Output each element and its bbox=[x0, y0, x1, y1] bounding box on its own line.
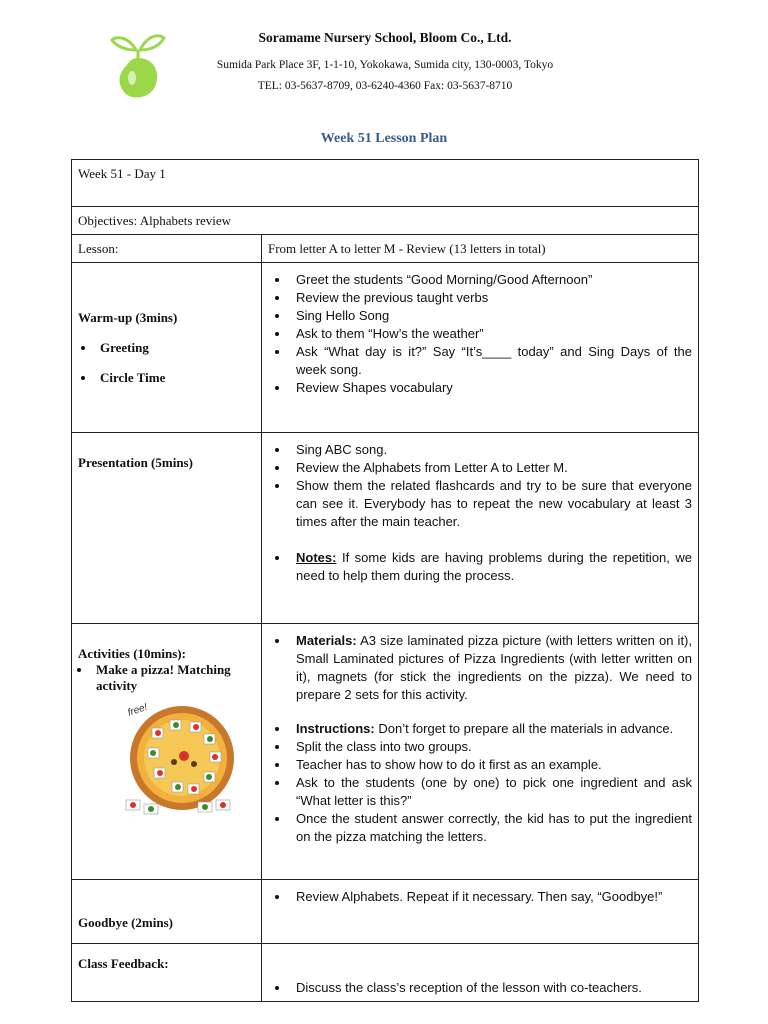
warmup-label-cell bbox=[72, 263, 262, 433]
activities-row bbox=[72, 624, 699, 880]
day-row bbox=[72, 160, 699, 207]
list-item: • Ask to them “How’s the weather” bbox=[290, 325, 692, 343]
list-item: • Discuss the class’s reception of the lesson with co-teachers. bbox=[290, 979, 692, 997]
list-item: • Review Shapes vocabulary bbox=[290, 379, 692, 397]
feedback-content bbox=[262, 944, 699, 1002]
lesson-row bbox=[72, 235, 699, 263]
list-item: • Sing ABC song. bbox=[290, 441, 692, 459]
list-item: • Once the student answer correctly, the kid has to put the ingredient on the pizza matching the letters. bbox=[290, 810, 692, 846]
list-item: • Review the previous taught verbs bbox=[290, 289, 692, 307]
list-item: • Review the Alphabets from Letter A to Letter M. bbox=[290, 459, 692, 477]
lesson-plan-table bbox=[71, 159, 699, 1002]
materials-item: • Materials: A3 size laminated pizza picture (with letters written on it), Small Laminated pictures of Pizza Ingredients (with letter written on it), magnets (for stick the ingredients on the pizza). We need to prepare 2 sets for this activity. bbox=[290, 632, 692, 704]
activities-sub: • Make a pizza! Matching activity bbox=[92, 662, 255, 694]
goodbye-content bbox=[262, 880, 699, 944]
presentation-row bbox=[72, 433, 699, 624]
pizza-image bbox=[124, 700, 236, 820]
page-title: Week 51 Lesson Plan bbox=[320, 131, 448, 146]
list-item: • Show them the related flashcards and try to be sure that everyone can see it. Everybody has to repeat the new vocabulary at least 3 times after the main teacher. bbox=[290, 477, 692, 531]
lesson-label: Lesson: bbox=[72, 235, 262, 263]
goodbye-row bbox=[72, 880, 699, 944]
list-item: • Greet the students “Good Morning/Good Afternoon” bbox=[290, 271, 692, 289]
presentation-label-cell bbox=[72, 433, 262, 624]
warmup-content bbox=[262, 263, 699, 433]
activities-label-cell bbox=[72, 624, 262, 880]
list-item: • Ask “What day is it?” Say “It’s____ today” and Sing Days of the week song. bbox=[290, 343, 692, 379]
objectives-cell: Objectives: Alphabets review bbox=[72, 207, 699, 235]
feedback-row bbox=[72, 944, 699, 1002]
list-item: • Ask to the students (one by one) to pick one ingredient and ask “What letter is this?” bbox=[290, 774, 692, 810]
activities-content bbox=[262, 624, 699, 880]
notes-item: • Notes: If some kids are having problems during the repetition, we need to help them during the process. bbox=[290, 549, 692, 585]
activities-label: Activities (10mins): bbox=[78, 646, 186, 661]
school-contact: TEL: 03-5637-8709, 03-6240-4360 Fax: 03-5637-8710 bbox=[257, 80, 513, 92]
school-name: Soramame Nursery School, Bloom Co., Ltd. bbox=[258, 30, 512, 45]
objectives-row bbox=[72, 207, 699, 235]
warmup-label: Warm-up (3mins) bbox=[78, 309, 178, 325]
list-item: • Review Alphabets. Repeat if it necessary. Then say, “Goodbye!” bbox=[290, 888, 692, 906]
presentation-label: Presentation (5mins) bbox=[78, 455, 193, 470]
goodbye-label: Goodbye (2mins) bbox=[78, 915, 173, 930]
school-address: Sumida Park Place 3F, 1-1-10, Yokokawa, Sumida city, 130-0003, Tokyo bbox=[216, 59, 554, 71]
warmup-sub-circle-time: • Circle Time bbox=[96, 370, 255, 386]
instructions-item: • Instructions: Don’t forget to prepare all the materials in advance. bbox=[290, 720, 692, 738]
pizza-caption: free! bbox=[126, 701, 149, 719]
school-logo-icon bbox=[110, 28, 166, 102]
list-item: • Split the class into two groups. bbox=[290, 738, 692, 756]
lesson-value: From letter A to letter M - Review (13 letters in total) bbox=[262, 235, 699, 263]
list-item: • Teacher has to show how to do it first as an example. bbox=[290, 756, 692, 774]
list-item: • Sing Hello Song bbox=[290, 307, 692, 325]
warmup-sub-greeting: • Greeting bbox=[96, 340, 255, 356]
feedback-label: Class Feedback: bbox=[78, 956, 169, 971]
instructions-label: Instructions: bbox=[296, 721, 375, 736]
feedback-label-cell bbox=[72, 944, 262, 1002]
presentation-content bbox=[262, 433, 699, 624]
warmup-row bbox=[72, 263, 699, 433]
materials-label: Materials: bbox=[296, 633, 357, 648]
notes-label: Notes: bbox=[296, 550, 337, 565]
day-cell: Week 51 - Day 1 bbox=[72, 160, 699, 207]
goodbye-label-cell bbox=[72, 880, 262, 944]
